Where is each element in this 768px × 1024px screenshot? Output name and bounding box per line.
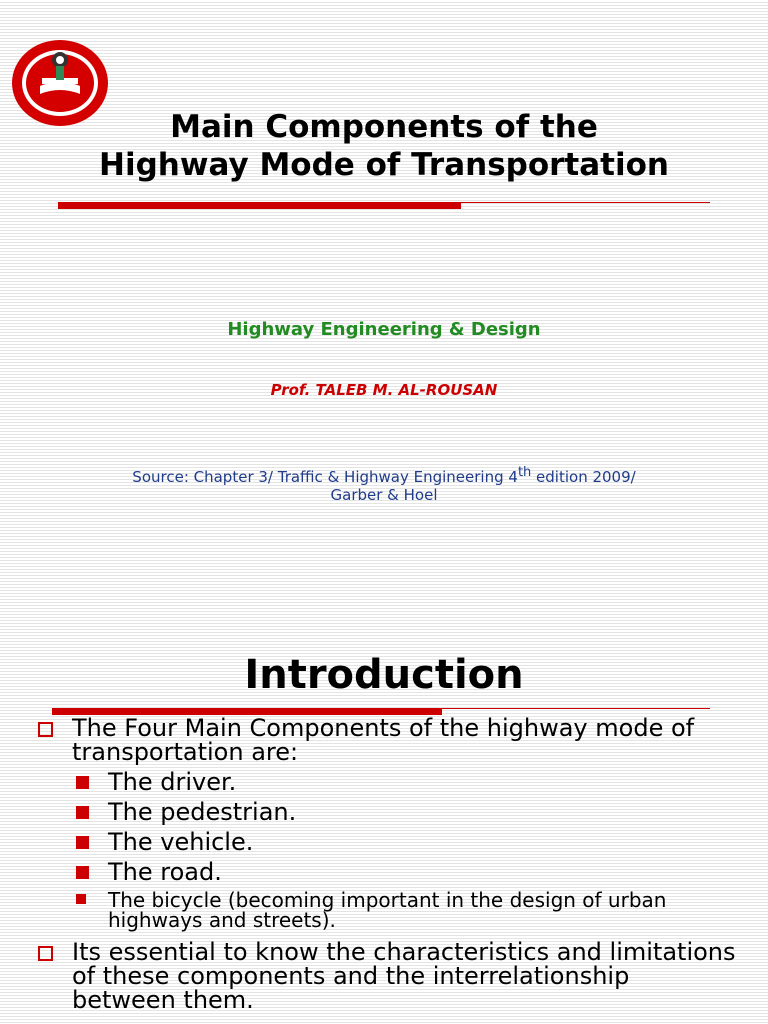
filled-square-bullet-icon [76, 776, 89, 789]
sub-sub-bullet-item [36, 890, 736, 930]
sub-bullet-text: The driver. [108, 768, 237, 796]
sub-bullet-item [36, 830, 736, 854]
sub-bullet-text: The road. [108, 858, 222, 886]
source-line2: Garber & Hoel [330, 486, 438, 504]
slide-title-line2: Highway Mode of Transportation [99, 147, 669, 183]
bullet-item [36, 716, 736, 764]
hollow-square-bullet-icon [38, 946, 53, 961]
title-underline-thin [461, 202, 710, 203]
sub-sub-bullet-text: The bicycle (becoming important in the design of urban highways and streets). [108, 888, 667, 932]
bullet-item [36, 940, 736, 1012]
bullet-text: Its essential to know the characteristics and limitations of these components and the interrelationship between them. [72, 938, 736, 1014]
bullet-text: The Four Main Components of the highway mode of transportation are: [72, 714, 695, 766]
author-name: Prof. TALEB M. AL-ROUSAN [270, 381, 498, 399]
sub-bullet-item [36, 860, 736, 884]
sub-bullet-text: The vehicle. [108, 828, 254, 856]
hollow-square-bullet-icon [38, 722, 53, 737]
sub-bullet-item [36, 770, 736, 794]
slide-title [0, 108, 768, 184]
course-subtitle: Highway Engineering & Design [227, 319, 541, 340]
title-underline [58, 202, 461, 209]
filled-square-bullet-icon [76, 806, 89, 819]
bullet-list [36, 716, 736, 1018]
source-citation [0, 464, 768, 504]
small-square-bullet-icon [76, 894, 86, 904]
sub-bullet-text: The pedestrian. [108, 798, 297, 826]
introduction-heading: Introduction [244, 652, 524, 698]
source-superscript: th [517, 465, 532, 480]
sub-bullet-item [36, 800, 736, 824]
source-text-part1: Source: Chapter 3/ Traffic & Highway Engineering 4 [132, 468, 518, 486]
filled-square-bullet-icon [76, 836, 89, 849]
filled-square-bullet-icon [76, 866, 89, 879]
intro-underline-thin [442, 708, 710, 709]
source-line1 [0, 464, 768, 486]
slide-title-line1: Main Components of the [170, 109, 598, 145]
source-text-part2: edition 2009/ [531, 468, 636, 486]
